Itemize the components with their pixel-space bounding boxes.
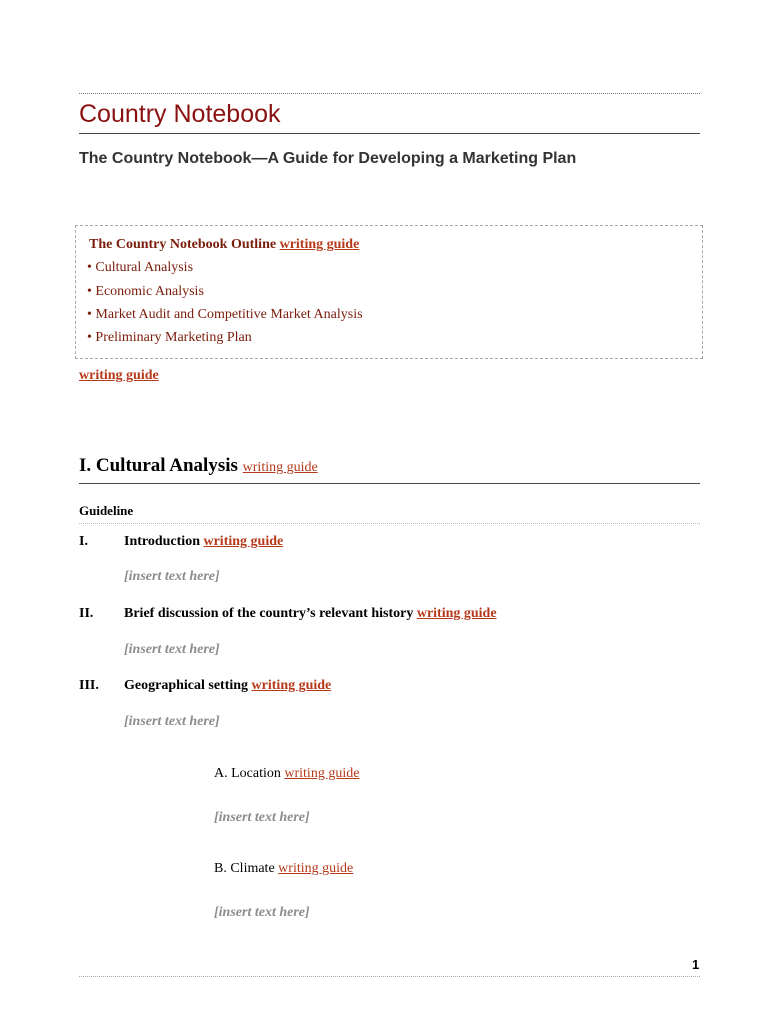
item-label: Brief discussion of the country’s relevant history (124, 606, 414, 621)
outline-header (89, 237, 359, 253)
guideline-label: Guideline (79, 503, 134, 518)
title-underline (79, 133, 700, 134)
item-number: I. (79, 534, 88, 549)
item-label: Introduction (124, 534, 200, 549)
outline-item-market-audit: • Market Audit and Competitive Market Analysis (87, 307, 363, 322)
section-underline (79, 483, 700, 484)
subitem-label: B. Climate (214, 861, 275, 876)
outline-writing-guide-link[interactable]: writing guide (279, 237, 360, 252)
section-heading-text: I. Cultural Analysis (79, 455, 238, 476)
item-writing-guide-link[interactable]: writing guide (251, 678, 332, 693)
subitem-label: A. Location (214, 766, 281, 781)
insert-text-placeholder[interactable]: [insert text here] (124, 642, 220, 657)
item-history (124, 606, 497, 622)
writing-guide-link[interactable]: writing guide (79, 368, 159, 383)
insert-text-placeholder[interactable]: [insert text here] (124, 714, 220, 729)
item-number: III. (79, 678, 99, 693)
section-writing-guide-link[interactable]: writing guide (242, 460, 318, 475)
page-subtitle: The Country Notebook—A Guide for Developing a Marketing Plan (79, 150, 577, 167)
subitem-climate (214, 861, 353, 877)
outline-item-economic: • Economic Analysis (87, 284, 204, 299)
item-label: Geographical setting (124, 678, 249, 693)
subitem-location (214, 766, 359, 782)
outline-item-marketing-plan: • Preliminary Marketing Plan (87, 330, 252, 345)
item-number: II. (79, 606, 94, 621)
item-writing-guide-link[interactable]: writing guide (416, 606, 497, 621)
subitem-writing-guide-link[interactable]: writing guide (278, 861, 354, 876)
item-geography (124, 678, 331, 694)
item-writing-guide-link[interactable]: writing guide (203, 534, 284, 549)
guideline-divider (79, 523, 700, 524)
outline-header-text: The Country Notebook Outline (89, 237, 277, 252)
insert-text-placeholder[interactable]: [insert text here] (124, 569, 220, 584)
section-heading (79, 455, 318, 477)
subitem-writing-guide-link[interactable]: writing guide (284, 766, 360, 781)
page-title: Country Notebook (79, 100, 281, 128)
footer-divider (79, 976, 700, 977)
item-introduction (124, 534, 283, 550)
page-number: 1 (692, 957, 700, 972)
outline-item-cultural: • Cultural Analysis (87, 260, 194, 275)
top-divider (79, 93, 700, 94)
insert-text-placeholder[interactable]: [insert text here] (214, 905, 310, 920)
insert-text-placeholder[interactable]: [insert text here] (214, 810, 310, 825)
